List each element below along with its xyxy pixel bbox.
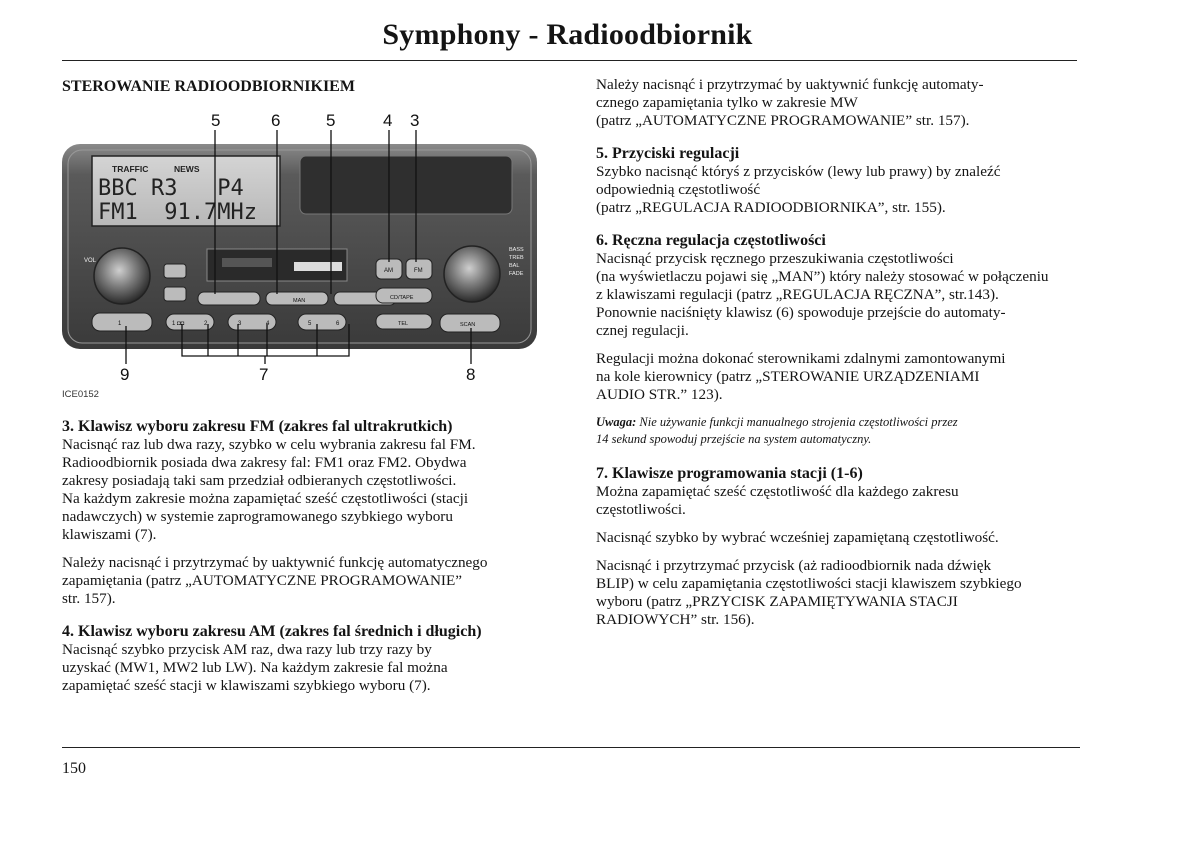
treb-label: TREB	[509, 255, 524, 261]
section-5-paragraph: Szybko nacisnąć któryś z przycisków (lewy lub prawy) by znaleźć odpowiednią częstotliwość (patrz „REGULACJA RADIOODBIORNIKA”, str. 155).	[596, 163, 1001, 216]
left-column-top	[62, 78, 567, 104]
volume-knob	[94, 248, 150, 304]
svg-text:6: 6	[336, 321, 340, 327]
callout-4: 4	[383, 111, 393, 130]
seek-left-button	[198, 292, 260, 305]
callout-3: 3	[410, 111, 420, 130]
right-column	[596, 76, 1066, 639]
section-3-paragraph-2: Należy nacisnąć i przytrzymać by uaktywnić funkcję automatycznego zapamiętania (patrz „AUTOMATYCZNE PROGRAMOWANIE” str. 157).	[62, 554, 488, 607]
section-7-paragraph-3: Nacisnąć i przytrzymać przycisk (aż radioodbiornik nada dźwięk BLIP) w celu zapamiętania częstotliwości stacji klawiszem szybkiego wyboru (patrz „PRZYCISK ZAPAMIĘTYWANIA STACJI RADIOWYCH” str. 156).	[596, 557, 1022, 628]
section-6-paragraph-2: Regulacji można dokonać sterownikami zdalnymi zamontowanymi na kole kierownicy (patrz „STEROWANIE URZĄDZENIAMI AUDIO STR.” 123).	[596, 350, 1006, 403]
section-6-heading: 6. Ręczna regulacja częstotliwości	[596, 232, 826, 249]
svg-text:3: 3	[238, 321, 242, 327]
section-7	[596, 464, 1066, 519]
svg-text:2: 2	[204, 321, 208, 327]
page-title: Symphony - Radioodbiornik	[382, 18, 753, 51]
section-7-paragraph-2-wrap	[596, 529, 1066, 547]
section-6	[596, 231, 1066, 340]
vol-label: VOL	[84, 258, 97, 264]
intro-paragraph: Należy nacisnąć i przytrzymać by uaktywnić funkcję automaty- cznego zapamiętania tylko w zakresie MW (patrz „AUTOMATYCZNE PROGRAMOWANIE” str. 157).	[596, 76, 984, 129]
lcd-news: NEWS	[174, 164, 200, 174]
footer-rule	[62, 747, 1080, 748]
section-4-heading: 4. Klawisz wyboru zakresu AM (zakres fal średnich i długich)	[62, 623, 482, 640]
section-7-paragraph-1: Można zapamiętać sześć częstotliwość dla każdego zakresu częstotliwości.	[596, 483, 959, 518]
callout-7: 7	[259, 365, 269, 384]
section-7-paragraph-3-wrap	[596, 557, 1066, 629]
cd-tape-label: CD/TAPE	[390, 295, 414, 301]
section-7-paragraph-2: Nacisnąć szybko by wybrać wcześniej zapamiętaną częstotliwość.	[596, 529, 999, 546]
cd-panel	[300, 156, 512, 214]
lcd-traffic: TRAFFIC	[112, 164, 149, 174]
figure-caption: ICE0152	[62, 389, 99, 400]
svg-text:4: 4	[266, 321, 270, 327]
fm-label: FM	[414, 268, 423, 274]
fade-label: FADE	[509, 271, 524, 277]
left-column-text	[62, 417, 567, 705]
section-3-paragraph-1: Nacisnąć raz lub dwa razy, szybko w celu wybrania zakresu fal FM. Radioodbiornik posiada dwa zakresy fal: FM1 oraz FM2. Obydwa zakresy posiadają taki sam przedział odbieranych częstotliwości. Na każdym zakresie można zapamiętać sześć częstotliwości (stacji nadawczych) w systemie zaprogramowanego szybkiego wyboru klawiszami (7).	[62, 436, 476, 543]
section-6-note: Uwaga: Nie używanie funkcji manualnego strojenia częstotliwości przez 14 sekund spowoduj przejście na system automatyczny.	[596, 415, 958, 446]
callout-6: 6	[271, 111, 281, 130]
callout-5b: 5	[326, 111, 336, 130]
bal-label: BAL	[509, 263, 520, 269]
lcd-line1: BBC R3 P4	[98, 176, 244, 201]
section-6-paragraph-2-wrap	[596, 350, 1066, 404]
section-5	[596, 144, 1066, 217]
svg-text:1: 1	[118, 321, 122, 327]
preset-1-button	[92, 313, 152, 331]
section-3-paragraph-2-wrap	[62, 554, 567, 608]
intro	[596, 76, 1066, 130]
section-6-paragraph-1: Nacisnąć przycisk ręcznego przeszukiwania częstotliwości (na wyświetlaczu pojawi się „MAN”) który należy stosować w połączeniu z klawiszami regulacji (patrz „REGULACJA RĘCZNA”, str.143). Ponownie naciśnięty klawisz (6) spowoduje przejście do automaty- cznej regulacji.	[596, 250, 1049, 339]
callout-8: 8	[466, 365, 476, 384]
bass-label: BASS	[509, 247, 524, 253]
section-4-paragraph-1: Nacisnąć szybko przycisk AM raz, dwa razy lub trzy razy by uzyskać (MW1, MW2 lub LW). Na każdym zakresie fal można zapamiętać sześć stacji w klawiszami szybkiego wyboru (7).	[62, 641, 448, 694]
man-label: MAN	[293, 298, 306, 304]
page-number: 150	[62, 760, 86, 777]
audio-knob	[444, 246, 500, 302]
am-label: AM	[384, 268, 393, 274]
section-7-heading: 7. Klawisze programowania stacji (1-6)	[596, 465, 863, 482]
section-5-heading: 5. Przyciski regulacji	[596, 145, 740, 162]
section-3-heading: 3. Klawisz wyboru zakresu FM (zakres fal ultrakrutkich)	[62, 418, 453, 435]
header-rule	[62, 60, 1077, 61]
section-4	[62, 622, 567, 695]
svg-text:5: 5	[308, 321, 312, 327]
lcd-line2: FM1 91.7MHz	[98, 200, 257, 225]
svg-text:1 ◘◘: 1 ◘◘	[172, 321, 185, 327]
tel-label: TEL	[398, 321, 409, 327]
section-title: STEROWANIE RADIOODBIORNIKIEM	[62, 78, 355, 95]
callout-5a: 5	[211, 111, 221, 130]
scan-label: SCAN	[460, 322, 476, 328]
radio-illustration	[62, 106, 552, 406]
callout-9: 9	[120, 365, 130, 384]
note-label: Uwaga:	[596, 415, 637, 429]
section-3	[62, 417, 567, 544]
